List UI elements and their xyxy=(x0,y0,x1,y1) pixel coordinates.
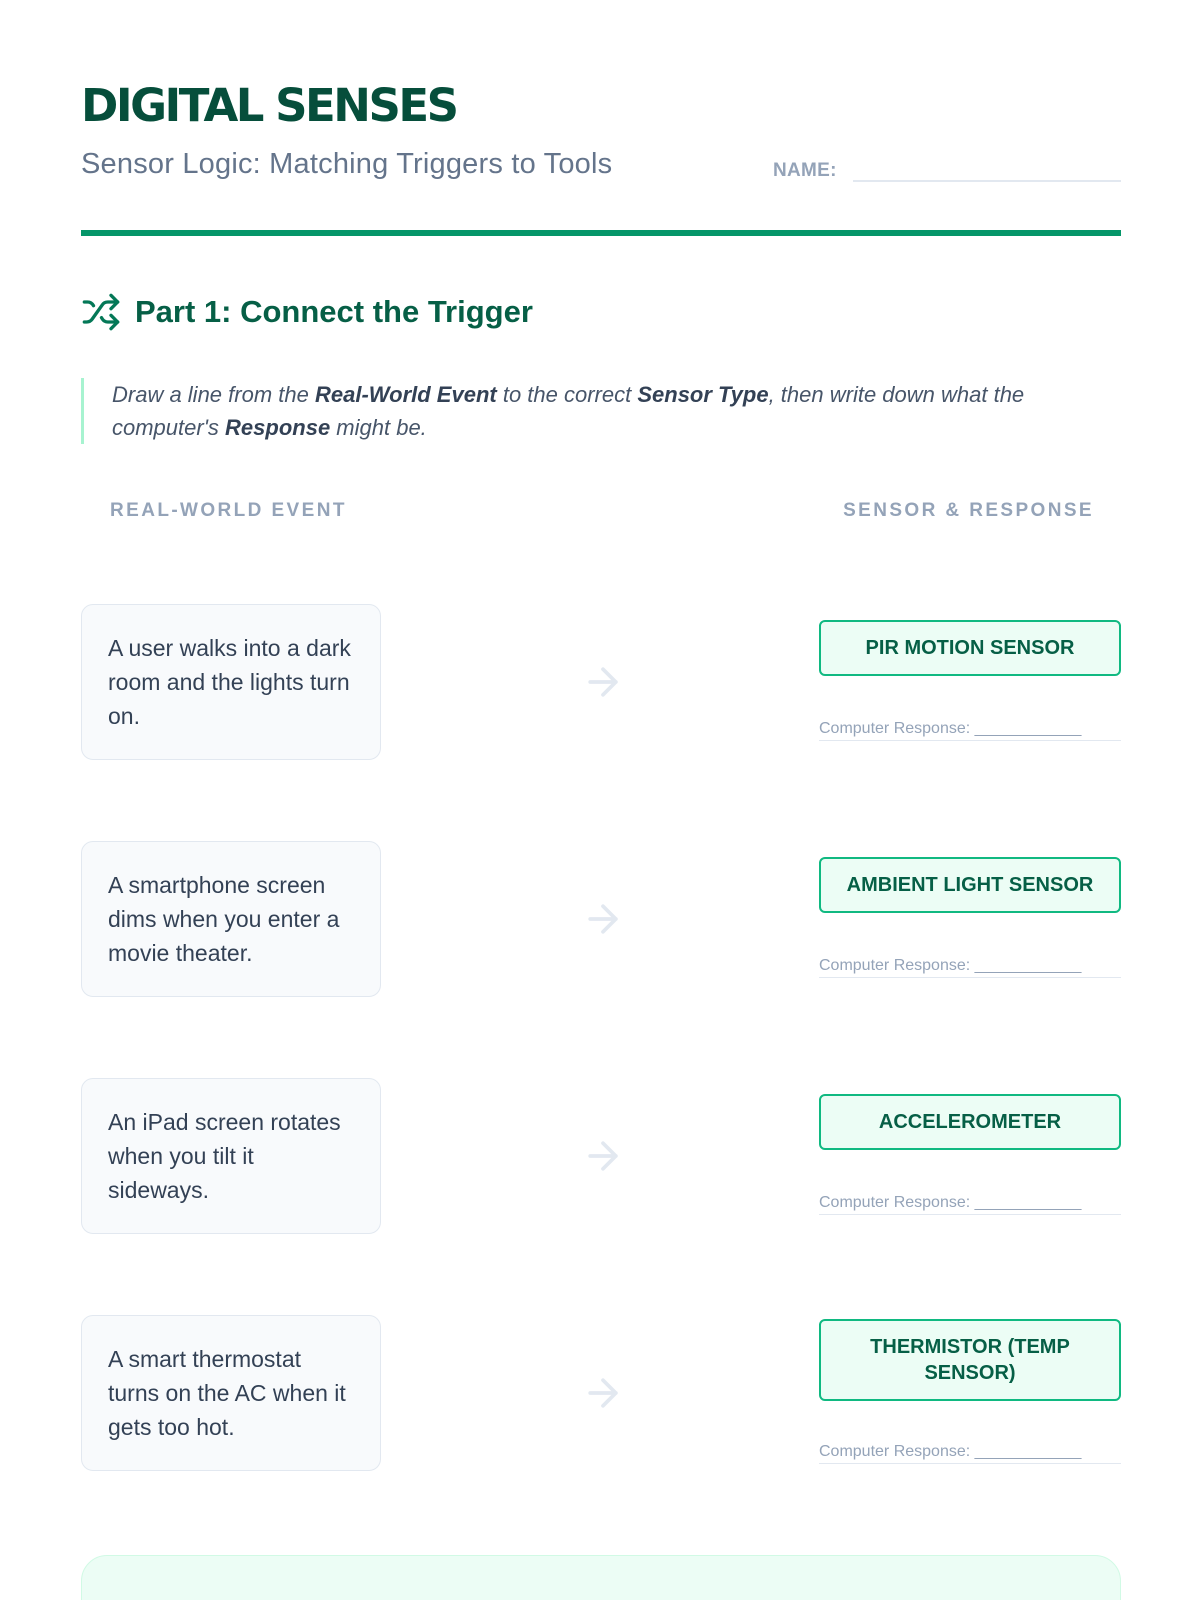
header xyxy=(81,78,1121,190)
instructions-text-4: might be. xyxy=(330,415,427,440)
computer-response-field[interactable]: Computer Response: ____________ xyxy=(819,1194,1121,1215)
event-card[interactable] xyxy=(81,1315,381,1471)
arrow-right-icon xyxy=(581,660,625,704)
event-text: A smart thermostat turns on the AC when it gets too hot. xyxy=(108,1346,346,1440)
match-row xyxy=(81,1078,1121,1234)
match-row xyxy=(81,1315,1121,1471)
instructions-bold-3: Response xyxy=(225,415,331,440)
event-text: An iPad screen rotates when you tilt it sideways. xyxy=(108,1109,341,1203)
name-label: NAME: xyxy=(773,160,837,181)
sensor-tag[interactable]: ACCELEROMETER xyxy=(819,1094,1121,1150)
sensor-tag[interactable]: PIR MOTION SENSOR xyxy=(819,620,1121,676)
event-text: A user walks into a dark room and the lights turn on. xyxy=(108,635,351,729)
instructions-bold-1: Real-World Event xyxy=(314,382,497,407)
subtitle-row xyxy=(81,142,1121,190)
match-row xyxy=(81,841,1121,997)
computer-response-field[interactable]: Computer Response: ____________ xyxy=(819,1443,1121,1464)
sensor-column xyxy=(819,1078,1121,1234)
header-divider xyxy=(81,230,1121,236)
match-row xyxy=(81,604,1121,760)
event-card[interactable] xyxy=(81,604,381,760)
page-title: DIGITAL SENSES xyxy=(81,79,457,132)
sensor-tag[interactable]: AMBIENT LIGHT SENSOR xyxy=(819,857,1121,913)
sensor-column xyxy=(819,604,1121,760)
event-card[interactable] xyxy=(81,841,381,997)
instructions-text-1: Draw a line from the xyxy=(112,382,315,407)
column-header-sensor: SENSOR & RESPONSE xyxy=(843,500,1094,521)
sensor-column xyxy=(819,1315,1121,1471)
arrow-right-icon xyxy=(581,1134,625,1178)
page-subtitle: Sensor Logic: Matching Triggers to Tools xyxy=(81,148,613,180)
name-field[interactable] xyxy=(853,180,1121,182)
instructions-text-2: to the correct xyxy=(496,382,638,407)
shuffle-icon xyxy=(81,292,121,332)
instructions-bold-2: Sensor Type xyxy=(637,382,769,407)
computer-response-field[interactable]: Computer Response: ____________ xyxy=(819,957,1121,978)
sensor-tag[interactable]: THERMISTOR (TEMP SENSOR) xyxy=(819,1319,1121,1401)
instructions xyxy=(81,378,1100,444)
sensor-column xyxy=(819,841,1121,997)
event-text: A smartphone screen dims when you enter a movie theater. xyxy=(108,872,340,966)
next-section-box xyxy=(81,1555,1121,1600)
section-title: Part 1: Connect the Trigger xyxy=(135,294,533,329)
event-card[interactable] xyxy=(81,1078,381,1234)
arrow-right-icon xyxy=(581,1371,625,1415)
instructions-text-3: , then write down what the computer's xyxy=(112,382,1025,440)
column-header-event: REAL-WORLD EVENT xyxy=(110,500,347,521)
computer-response-field[interactable]: Computer Response: ____________ xyxy=(819,720,1121,741)
arrow-right-icon xyxy=(581,897,625,941)
section-heading xyxy=(81,292,533,332)
